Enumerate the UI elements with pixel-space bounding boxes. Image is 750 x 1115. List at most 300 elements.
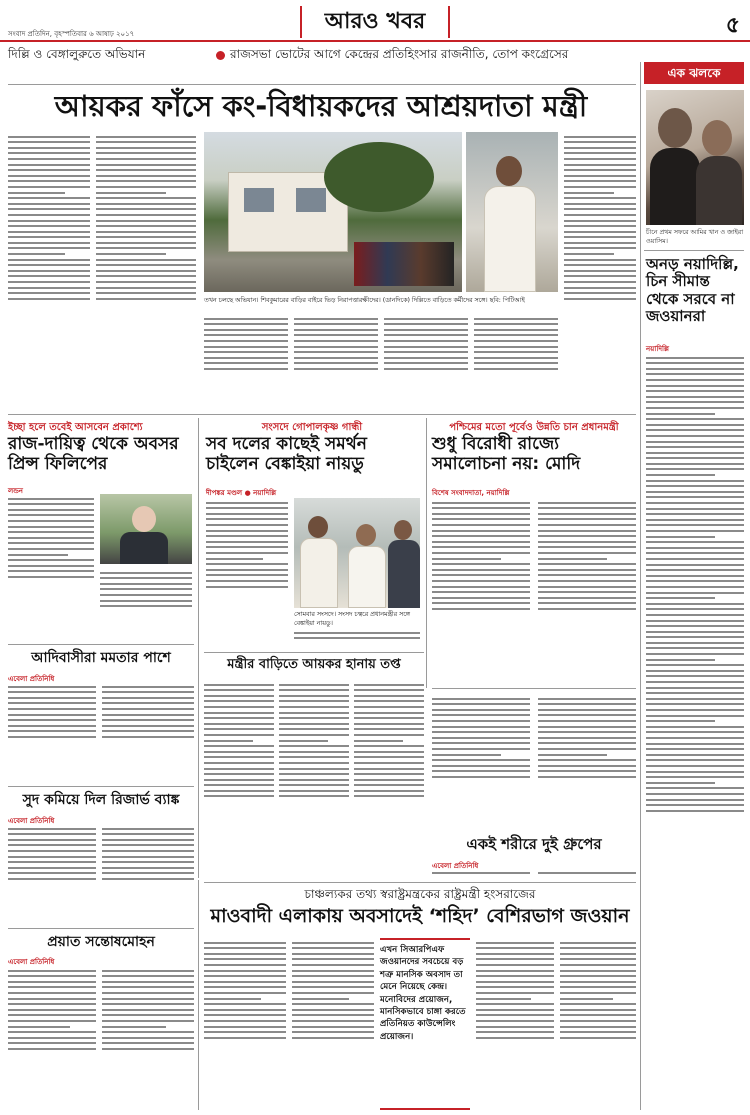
section-title-box: [300, 6, 450, 38]
body-text-line: [354, 773, 424, 775]
body-text-line: [564, 186, 636, 188]
body-text-line: [292, 1037, 374, 1039]
body-text-line: [646, 362, 744, 364]
body-text-line: [204, 712, 274, 714]
body-text-line: [206, 513, 288, 515]
masthead-rule: [0, 40, 750, 42]
body-text-line: [102, 725, 194, 727]
body-text-line: [538, 714, 636, 716]
body-text-line: [646, 675, 744, 677]
body-text-line: [206, 569, 288, 571]
person-body-icon: [300, 538, 338, 608]
body-text-line: [538, 524, 636, 526]
body-text-line: [564, 292, 636, 294]
body-text-line: [294, 632, 420, 634]
body-text-line: [206, 535, 288, 537]
body-text-line: [279, 728, 349, 730]
body-text-line: [432, 720, 530, 722]
body-text-line: [476, 964, 554, 966]
rbi-headline: সুদ কমিয়ে দিল রিজার্ভ ব্যাঙ্ক: [22, 792, 180, 808]
body-text-line: [96, 203, 196, 205]
body-text-line: [8, 828, 96, 830]
person-silhouette-right: [702, 120, 732, 156]
body-text-line: [354, 689, 424, 691]
body-text-line: [646, 519, 744, 521]
body-text-line: [8, 844, 96, 846]
body-text-line: [354, 695, 424, 697]
modi-dateline: বিশেষ সংবাদদাতা, নয়াদিল্লি: [432, 489, 510, 497]
body-text-line: [8, 878, 96, 880]
body-text-line: [354, 706, 424, 708]
body-text-line: [279, 684, 349, 686]
body-text-line: [102, 828, 194, 830]
body-text-line: [538, 552, 636, 554]
body-text-line: [204, 740, 253, 742]
body-text-line: [538, 726, 636, 728]
body-text-line: [8, 180, 90, 182]
body-text-line: [646, 810, 744, 812]
naidu-byline-name: দীপঙ্কর মণ্ডল: [206, 489, 243, 497]
body-text-line: [646, 357, 744, 359]
body-text-line: [8, 856, 96, 858]
body-text-line: [384, 362, 468, 364]
body-text-line: [538, 748, 636, 750]
body-text-line: [354, 756, 424, 758]
body-text-line: [8, 559, 94, 561]
body-text-line: [8, 537, 94, 539]
body-text-line: [646, 385, 744, 387]
body-text-line: [564, 158, 636, 160]
body-text-line: [204, 756, 274, 758]
body-text-line: [476, 992, 554, 994]
bottom-top-rule: [204, 882, 636, 883]
person-silhouette-left: [658, 108, 692, 148]
body-text-line: [646, 530, 744, 532]
obit-dateline: এবেলা প্রতিনিধি: [8, 958, 55, 966]
body-text-line: [646, 480, 744, 482]
body-text-line: [538, 513, 636, 515]
section-title: আরও খবর: [324, 9, 426, 34]
body-text-line: [96, 220, 196, 222]
body-text-line: [476, 1020, 554, 1022]
body-text-line: [292, 992, 374, 994]
body-text-line: [279, 740, 328, 742]
body-text-line: [279, 712, 349, 714]
body-text-line: [8, 147, 90, 149]
body-text-line: [560, 992, 636, 994]
raid-top-rule: [204, 652, 424, 653]
body-text-line: [354, 779, 424, 781]
body-text-line: [538, 608, 636, 610]
naidu-byline-dateline: নয়াদিল্লি: [253, 489, 277, 497]
body-text-line: [8, 275, 90, 277]
body-text-line: [96, 242, 196, 244]
body-text-line: [8, 867, 96, 869]
body-text-line: [8, 861, 96, 863]
body-text-line: [8, 565, 94, 567]
body-text-line: [432, 591, 530, 593]
body-text-line: [279, 700, 349, 702]
body-text-line: [206, 518, 288, 520]
rbi-dateline: এবেলা প্রতিনিধি: [8, 817, 55, 825]
body-text-line: [560, 964, 636, 966]
body-text-line: [646, 474, 715, 476]
body-text-line: [8, 498, 94, 500]
body-text-line: [102, 833, 194, 835]
body-text-line: [564, 147, 636, 149]
person-silhouette-left-body: [650, 148, 700, 225]
body-text-line: [8, 548, 94, 550]
body-text-line: [8, 264, 90, 266]
body-text-line: [294, 362, 378, 364]
body-text-line: [432, 535, 530, 537]
body-text-line: [646, 709, 744, 711]
body-text-line: [8, 719, 96, 721]
naidu-body-col2: [294, 628, 420, 648]
body-text-line: [8, 158, 90, 160]
body-text-line: [354, 717, 424, 719]
body-text-line: [646, 536, 715, 538]
body-text-line: [646, 424, 744, 426]
body-text-line: [102, 986, 194, 988]
body-text-line: [292, 942, 374, 944]
body-text-line: [102, 691, 194, 693]
person-body-icon: [120, 532, 168, 564]
body-text-line: [204, 1009, 286, 1011]
lead-body-col1: [8, 132, 90, 410]
body-text-line: [8, 220, 90, 222]
body-text-line: [538, 518, 636, 520]
body-text-line: [646, 491, 744, 493]
body-text-line: [294, 346, 378, 348]
body-text-line: [646, 468, 744, 470]
body-text-line: [204, 1026, 286, 1028]
body-text-line: [560, 981, 636, 983]
body-text-line: [102, 1026, 166, 1028]
body-text-line: [204, 1003, 286, 1005]
body-text-line: [646, 564, 744, 566]
body-text-line: [102, 708, 194, 710]
group-top-rule: [432, 688, 636, 689]
person-head-icon: [132, 506, 156, 532]
body-text-line: [102, 850, 194, 852]
body-text-line: [102, 697, 194, 699]
body-text-line: [8, 203, 90, 205]
body-text-line: [279, 695, 349, 697]
body-text-line: [476, 953, 554, 955]
body-text-line: [8, 197, 90, 199]
obit-headline: প্রয়াত সন্তোষমোহন: [47, 934, 155, 950]
bottom-body-col3: [476, 938, 554, 1110]
body-text-line: [8, 520, 94, 522]
body-text-line: [646, 715, 744, 717]
body-text-line: [100, 577, 192, 579]
body-text-line: [102, 736, 194, 738]
naidu-body-col1: [206, 498, 288, 648]
body-text-line: [646, 804, 744, 806]
body-text-line: [538, 720, 636, 722]
body-text-line: [8, 259, 90, 261]
body-text-line: [538, 765, 636, 767]
body-text-line: [538, 502, 636, 504]
body-text-line: [538, 530, 636, 532]
body-text-line: [560, 1037, 636, 1039]
body-text-line: [354, 784, 424, 786]
body-text-line: [474, 340, 558, 342]
body-text-line: [354, 734, 424, 736]
body-text-line: [96, 231, 196, 233]
body-text-line: [432, 580, 530, 582]
body-text-line: [204, 953, 286, 955]
body-text-line: [206, 586, 288, 588]
body-text-line: [292, 1031, 374, 1033]
house-window-icon: [244, 188, 274, 212]
body-text-line: [204, 695, 274, 697]
body-text-line: [8, 186, 90, 188]
body-text-line: [8, 691, 96, 693]
body-text-line: [204, 947, 286, 949]
body-text-line: [292, 1003, 374, 1005]
group-body-col3: [432, 868, 530, 878]
body-text-line: [8, 136, 90, 138]
body-text-line: [538, 872, 636, 874]
body-text-line: [102, 1037, 194, 1039]
body-text-line: [560, 1003, 636, 1005]
sidebar-headline: অনড় নয়াদিল্লি, চিন সীমান্ত থেকে সরবে না জওয়ানরা: [646, 255, 739, 325]
body-text-line: [646, 586, 744, 588]
body-text-line: [354, 751, 424, 753]
group-body-col2: [538, 694, 636, 832]
body-text-line: [102, 981, 194, 983]
body-text-line: [206, 541, 288, 543]
body-text-line: [384, 334, 468, 336]
body-text-line: [646, 463, 744, 465]
body-text-line: [646, 681, 744, 683]
rbi-body-col2: [102, 824, 194, 924]
body-text-line: [279, 795, 349, 797]
body-text-line: [96, 175, 196, 177]
body-text-line: [646, 782, 715, 784]
body-text-line: [204, 368, 288, 370]
body-text-line: [8, 1037, 96, 1039]
body-text-line: [432, 698, 530, 700]
body-text-line: [8, 839, 96, 841]
body-text-line: [8, 975, 96, 977]
prince-headline: রাজ-দায়িত্ব থেকে অবসর প্রিন্স ফিলিপের: [8, 434, 179, 474]
body-text-line: [564, 208, 636, 210]
body-text-line: [8, 736, 96, 738]
body-text-line: [432, 737, 530, 739]
body-text-line: [102, 1020, 194, 1022]
body-text-line: [96, 186, 196, 188]
body-text-line: [8, 730, 96, 732]
lead-top-rule: [8, 84, 636, 85]
body-text-line: [474, 318, 558, 320]
sidebar-body: [646, 353, 744, 1108]
body-text-line: [102, 970, 194, 972]
body-text-line: [96, 292, 196, 294]
sidebar-photo-caption: চীনে প্রথম সফরে আমির খান ও জাইরা ওয়াসিম।: [646, 229, 744, 245]
body-text-line: [646, 541, 744, 543]
body-text-line: [96, 253, 166, 255]
body-text-line: [100, 572, 192, 574]
prince-body-col1: [8, 494, 94, 639]
body-text-line: [476, 1009, 554, 1011]
body-text-line: [8, 850, 96, 852]
body-text-line: [279, 790, 349, 792]
body-text-line: [204, 706, 274, 708]
body-text-line: [564, 259, 636, 261]
body-text-line: [432, 709, 530, 711]
body-text-line: [560, 958, 636, 960]
body-text-line: [646, 485, 744, 487]
body-text-line: [292, 958, 374, 960]
body-text-line: [206, 546, 288, 548]
body-text-line: [8, 542, 94, 544]
obit-body-col1: [8, 966, 96, 1110]
body-text-line: [564, 203, 636, 205]
body-text-line: [538, 703, 636, 705]
bottom-callout: [380, 938, 470, 1110]
body-text-line: [102, 1048, 194, 1050]
body-text-line: [476, 1026, 554, 1028]
body-text-line: [384, 351, 468, 353]
masthead: [0, 0, 750, 42]
body-text-line: [8, 236, 90, 238]
body-text-line: [646, 547, 744, 549]
body-text-line: [560, 998, 613, 1000]
body-text-line: [8, 554, 68, 556]
body-text-line: [538, 535, 636, 537]
body-text-line: [204, 942, 286, 944]
body-text-line: [8, 242, 90, 244]
body-text-line: [564, 175, 636, 177]
body-text-line: [279, 784, 349, 786]
body-text-line: [432, 524, 530, 526]
body-text-line: [432, 759, 530, 761]
bottom-headline: মাওবাদী এলাকায় অবসাদেই ‘শহিদ’ বেশিরভাগ জওয়ান: [210, 905, 630, 927]
body-text-line: [96, 169, 196, 171]
body-text-line: [432, 530, 530, 532]
body-text-line: [292, 998, 349, 1000]
person-head-icon: [496, 156, 522, 186]
person-body-icon: [348, 546, 386, 608]
body-text-line: [8, 986, 96, 988]
body-text-line: [646, 726, 744, 728]
body-text-line: [204, 986, 286, 988]
body-text-line: [564, 214, 636, 216]
body-text-line: [432, 608, 530, 610]
body-text-line: [476, 998, 531, 1000]
modi-column-rule: [426, 418, 427, 688]
body-text-line: [8, 214, 90, 216]
body-text-line: [292, 1009, 374, 1011]
body-text-line: [538, 507, 636, 509]
body-text-line: [560, 1031, 636, 1033]
sidebar-column-rule: [640, 62, 641, 1110]
body-text-line: [96, 270, 196, 272]
body-text-line: [96, 158, 196, 160]
body-text-line: [279, 751, 349, 753]
rbi-body-col1: [8, 824, 96, 924]
body-text-line: [204, 734, 274, 736]
body-text-line: [646, 687, 744, 689]
body-text-line: [646, 748, 744, 750]
body-text-line: [206, 524, 288, 526]
body-text-line: [646, 569, 744, 571]
body-text-line: [102, 861, 194, 863]
body-text-line: [206, 552, 288, 554]
body-text-line: [646, 502, 744, 504]
body-text-line: [476, 970, 554, 972]
obit-top-rule: [8, 928, 194, 929]
body-text-line: [646, 603, 744, 605]
body-text-line: [96, 259, 196, 261]
body-text-line: [204, 723, 274, 725]
body-text-line: [292, 975, 374, 977]
body-text-line: [646, 776, 744, 778]
body-text-line: [646, 496, 744, 498]
body-text-line: [564, 287, 636, 289]
group-body-col1: [432, 694, 530, 832]
body-text-line: [8, 1020, 96, 1022]
body-text-line: [8, 270, 90, 272]
body-text-line: [292, 981, 374, 983]
body-text-line: [646, 620, 744, 622]
body-text-line: [96, 152, 196, 154]
body-text-line: [538, 591, 636, 593]
sidebar-photo: [646, 90, 744, 225]
body-text-line: [646, 597, 715, 599]
body-text-line: [646, 636, 744, 638]
adivasi-dateline: এবেলা প্রতিনিধি: [8, 675, 55, 683]
modi-body-col2: [538, 498, 636, 684]
body-text-line: [96, 208, 196, 210]
body-text-line: [476, 1003, 554, 1005]
body-text-line: [8, 509, 94, 511]
body-text-line: [8, 1003, 96, 1005]
body-text-line: [8, 152, 90, 154]
lead-body-col2: [96, 132, 196, 410]
body-text-line: [432, 586, 530, 588]
rbi-top-rule: [8, 786, 194, 787]
body-text-line: [279, 768, 349, 770]
body-text-line: [646, 703, 744, 705]
body-text-line: [538, 709, 636, 711]
house-window-icon: [296, 188, 326, 212]
body-text-line: [474, 368, 558, 370]
body-text-line: [8, 1031, 96, 1033]
lead-headline: আয়কর ফাঁসে কং-বিধায়কদের আশ্রয়দাতা মন্ত্রী: [54, 89, 588, 123]
body-text-line: [96, 197, 196, 199]
body-text-line: [432, 754, 501, 756]
lead-photo-minister: [466, 132, 558, 292]
top-strap: [0, 44, 640, 66]
body-text-line: [206, 574, 288, 576]
bottom-left-rule: [198, 880, 199, 1110]
body-text-line: [204, 700, 274, 702]
person-head-icon: [394, 520, 412, 540]
body-text-line: [354, 762, 424, 764]
body-text-line: [102, 730, 194, 732]
body-text-line: [474, 362, 558, 364]
body-text-line: [474, 329, 558, 331]
prince-photo: [100, 494, 192, 564]
person-head-icon: [356, 524, 376, 546]
sidebar-label: এক ঝলকে: [667, 66, 721, 80]
body-text-line: [646, 737, 744, 739]
adivasi-body-col2: [102, 682, 194, 782]
